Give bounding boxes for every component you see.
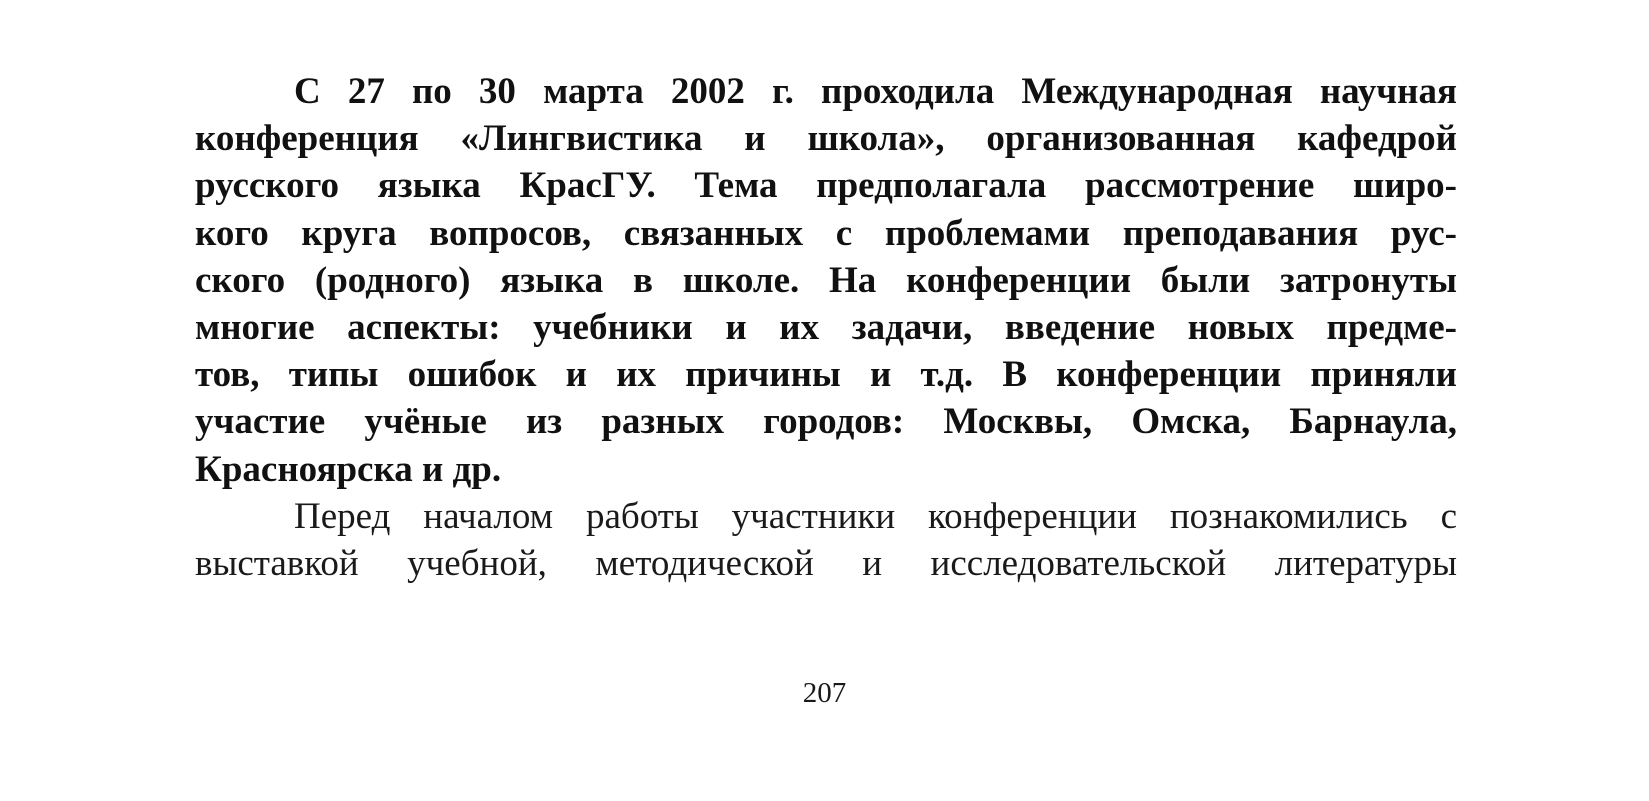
paragraph-line: участие учёные из разных городов: Москвы, Омска, Барнаула,: [195, 401, 1457, 443]
paragraph-line: русского языка КрасГУ. Тема предполагала рассмотрение широ-: [195, 165, 1457, 207]
paragraph-line: конференция «Лингвистика и школа», организованная кафедрой: [195, 118, 1457, 160]
page-number: 207: [802, 677, 847, 709]
paragraph-bold: [195, 68, 1457, 493]
paragraph-line: Перед началом работы участники конференции познакомились с: [294, 495, 1457, 537]
paragraph-line: тов, типы ошибок и их причины и т.д. В конференции приняли: [195, 354, 1457, 396]
paragraph-line: выставкой учебной, методической и исследовательской литературы: [195, 542, 1457, 584]
paragraph-line: Красноярска и др.: [195, 448, 502, 490]
paragraph-line: С 27 по 30 марта 2002 г. проходила Международная научная: [294, 71, 1457, 112]
paragraph-line: кого круга вопросов, связанных с проблемами преподавания рус-: [195, 212, 1457, 254]
text-body: [195, 68, 1457, 587]
paragraph-line: многие аспекты: учебники и их задачи, введение новых предме-: [195, 306, 1457, 348]
paragraph-regular: [195, 493, 1457, 587]
paragraph-line: ского (родного) языка в школе. На конференции были затронуты: [195, 259, 1457, 301]
